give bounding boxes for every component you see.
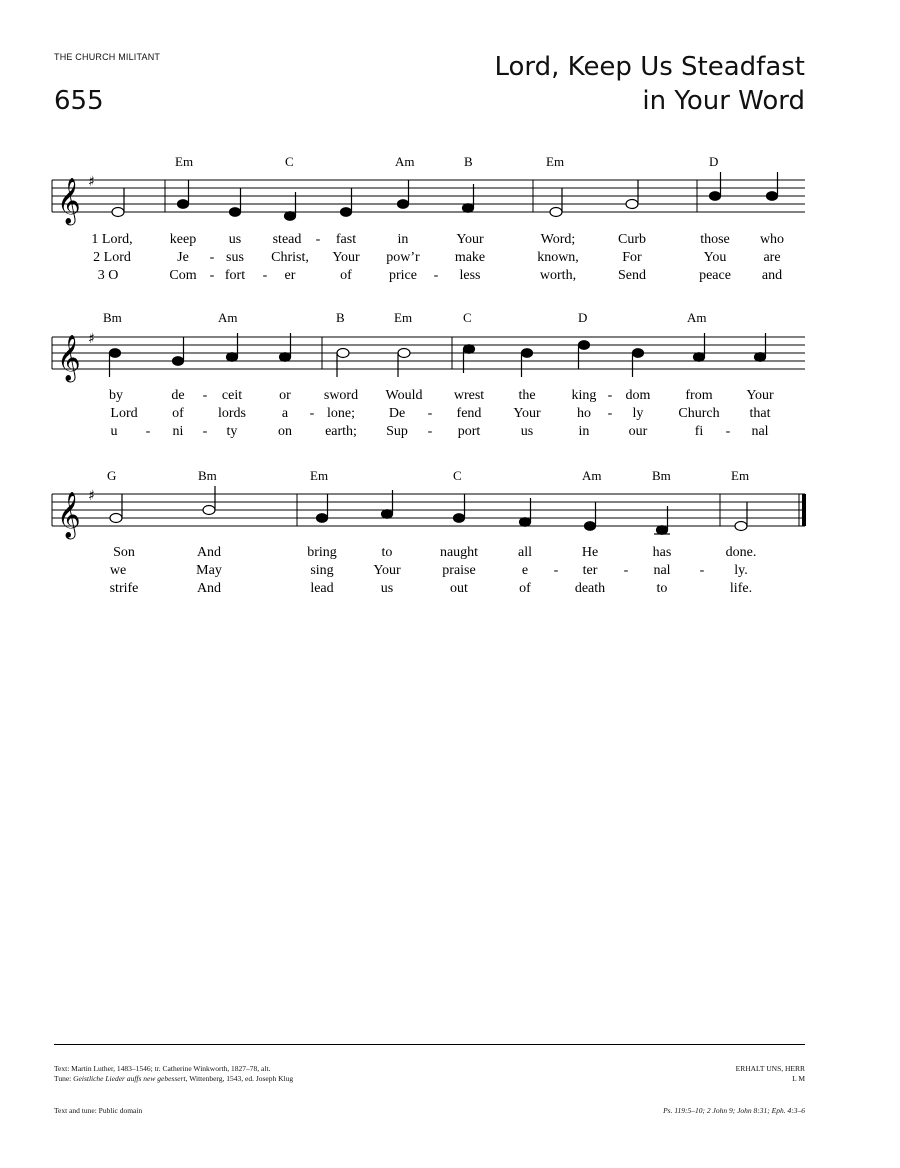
lyric: has xyxy=(652,545,672,560)
lyric: life. xyxy=(729,581,753,596)
lyric: - xyxy=(315,232,321,247)
lyric: ly xyxy=(632,406,644,421)
lyrics-verse-2 xyxy=(93,250,780,265)
lyric: port xyxy=(457,424,481,439)
lyric: death xyxy=(574,581,606,596)
lyric: us xyxy=(520,424,534,439)
note xyxy=(522,349,533,358)
lyric: Send xyxy=(618,268,646,283)
lyric: - xyxy=(607,406,613,421)
chord: Am xyxy=(687,310,707,325)
lyric: of xyxy=(340,268,352,283)
note xyxy=(112,208,124,217)
lyric: er xyxy=(284,268,296,283)
lyrics-verse-1 xyxy=(113,545,756,560)
lyric: pow’r xyxy=(386,250,420,265)
chord: Bm xyxy=(103,310,122,325)
note xyxy=(382,510,393,519)
hymn-title xyxy=(494,50,805,118)
lyric: - xyxy=(433,268,439,283)
chord: C xyxy=(285,154,294,169)
chord-symbols xyxy=(175,154,718,169)
lyric: e xyxy=(521,563,529,578)
lyric: in xyxy=(578,424,590,439)
lyric: from xyxy=(685,388,713,403)
sharp-key-signature: ♯ xyxy=(88,174,95,190)
copyright: Text and tune: Public domain xyxy=(54,1106,143,1115)
tune-name: ERHALT UNS, HERR xyxy=(735,1064,805,1073)
note xyxy=(550,208,562,217)
note xyxy=(454,514,465,523)
note xyxy=(694,353,705,362)
note xyxy=(735,522,747,531)
lyrics-verse-3 xyxy=(111,424,769,439)
chord: D xyxy=(578,310,588,325)
lyric: by xyxy=(109,388,123,403)
note xyxy=(464,345,475,354)
chord: G xyxy=(107,468,117,483)
music-system-3 xyxy=(0,462,900,602)
lyric: ni xyxy=(172,424,184,439)
notes xyxy=(110,333,766,377)
lyric: strife xyxy=(109,581,139,596)
lyric: sus xyxy=(226,250,244,265)
lyric: and xyxy=(761,268,783,283)
title-line-2: in Your Word xyxy=(642,86,805,116)
note xyxy=(285,212,296,221)
lyric: our xyxy=(628,424,648,439)
chord: Am xyxy=(395,154,415,169)
lyric: done. xyxy=(725,545,757,560)
chord: Em xyxy=(546,154,565,169)
lyric: who xyxy=(759,232,785,247)
chord: Am xyxy=(582,468,602,483)
lyric: on xyxy=(278,424,292,439)
staff-lines xyxy=(52,494,805,526)
lyric: out xyxy=(450,581,468,596)
lyric: Christ, xyxy=(271,250,309,265)
lyric: peace xyxy=(699,268,731,283)
lyric: worth, xyxy=(539,268,577,283)
lyric: bring xyxy=(307,545,337,560)
note xyxy=(178,200,189,209)
note xyxy=(341,208,352,217)
lyric: earth; xyxy=(325,424,357,439)
lyric: Would xyxy=(385,388,423,403)
lyric: fort xyxy=(224,268,246,283)
note xyxy=(230,208,241,217)
treble-clef-icon: 𝄞 xyxy=(57,335,81,381)
chord-symbols xyxy=(103,310,707,325)
lyric: De xyxy=(388,406,406,421)
lyric: - xyxy=(145,424,151,439)
lyric: Church xyxy=(678,406,720,421)
lyric: - xyxy=(427,406,433,421)
chord: B xyxy=(336,310,345,325)
music-system-1 xyxy=(0,150,900,290)
title-line-1: Lord, Keep Us Steadfast xyxy=(494,52,805,82)
lyric: less xyxy=(459,268,481,283)
lyric: And xyxy=(196,581,222,596)
lyric: lead xyxy=(310,581,334,596)
lyric: May xyxy=(196,563,222,578)
chord: Em xyxy=(731,468,750,483)
chord-symbols xyxy=(107,468,749,483)
meter: L M xyxy=(792,1074,805,1083)
lyric: all xyxy=(518,545,532,560)
lyric: And xyxy=(196,545,222,560)
lyrics-verse-3 xyxy=(110,581,752,596)
lyric: ho xyxy=(577,406,591,421)
treble-clef-icon: 𝄞 xyxy=(57,492,81,538)
lyric: Lord xyxy=(110,406,138,421)
note xyxy=(755,353,766,362)
lyric: price xyxy=(389,268,417,283)
lyric: u xyxy=(110,424,118,439)
lyric: Je xyxy=(177,250,189,265)
note xyxy=(633,349,644,358)
lyric: of xyxy=(519,581,531,596)
lyric: a xyxy=(281,406,289,421)
lyric: known, xyxy=(537,250,579,265)
lyric: Son xyxy=(113,545,135,560)
note xyxy=(110,349,121,358)
lyric: sword xyxy=(323,388,359,403)
lyric: that xyxy=(749,406,771,421)
lyric: - xyxy=(309,406,315,421)
lyric: nal xyxy=(751,424,769,439)
lyric: - xyxy=(725,424,731,439)
lyric: wrest xyxy=(453,388,485,403)
note xyxy=(398,349,410,358)
lyric: Your xyxy=(513,406,541,421)
note xyxy=(203,506,215,515)
lyric: - xyxy=(262,268,268,283)
chord: Bm xyxy=(652,468,671,483)
note xyxy=(337,349,349,358)
lyric: ceit xyxy=(221,388,243,403)
lyric: - xyxy=(427,424,433,439)
scripture-references: Ps. 119:5–10; 2 John 9; John 8:31; Eph. 4:3–6 xyxy=(663,1106,805,1115)
lyric: Com xyxy=(169,268,197,283)
lyric: - xyxy=(209,250,215,265)
lyric: - xyxy=(209,268,215,283)
chord: C xyxy=(453,468,462,483)
lyric: 1 Lord, xyxy=(91,232,133,247)
lyric: the xyxy=(518,388,536,403)
lyric: naught xyxy=(439,545,479,560)
lyrics-verse-2 xyxy=(110,406,770,421)
lyric: sing xyxy=(310,563,334,578)
lyric: keep xyxy=(169,232,197,247)
lyric: we xyxy=(109,563,127,578)
chord: Em xyxy=(310,468,329,483)
lyric: praise xyxy=(442,563,476,578)
lyric: those xyxy=(700,232,730,247)
lyric: are xyxy=(763,250,781,265)
lyric: You xyxy=(703,250,727,265)
lyric: Word; xyxy=(540,232,576,247)
lyric: ter xyxy=(582,563,598,578)
sharp-key-signature: ♯ xyxy=(88,331,95,347)
lyrics-verse-3 xyxy=(98,268,782,283)
chord: C xyxy=(463,310,472,325)
lyric: or xyxy=(279,388,291,403)
lyric: Your xyxy=(332,250,360,265)
chord: Em xyxy=(175,154,194,169)
note xyxy=(767,192,778,201)
lyric: fi xyxy=(694,424,704,439)
note xyxy=(110,514,122,523)
lyrics-verse-2 xyxy=(110,563,748,578)
note xyxy=(317,514,328,523)
hymn-number: 655 xyxy=(54,86,104,116)
note xyxy=(280,353,291,362)
note xyxy=(520,518,531,527)
lyric: to xyxy=(381,545,393,560)
note xyxy=(173,357,184,366)
lyric: - xyxy=(699,563,705,578)
lyric: ly. xyxy=(734,563,748,578)
chord: D xyxy=(709,154,719,169)
note xyxy=(463,204,474,213)
chord: Bm xyxy=(198,468,217,483)
lyric: - xyxy=(623,563,629,578)
tune-credit: Tune: Geistliche Lieder auffs new gebessert, Wittenberg, 1543, ed. Joseph Klug xyxy=(54,1074,294,1083)
chord: Em xyxy=(394,310,413,325)
section-heading: THE CHURCH MILITANT xyxy=(54,52,161,62)
lyric: - xyxy=(607,388,613,403)
lyric: king xyxy=(571,388,597,403)
note xyxy=(579,341,590,350)
lyric: Curb xyxy=(618,232,646,247)
chord: Am xyxy=(218,310,238,325)
lyric: Your xyxy=(373,563,401,578)
lyric: Your xyxy=(456,232,484,247)
lyric: lone; xyxy=(327,406,355,421)
lyric: us xyxy=(380,581,394,596)
staff-lines xyxy=(52,337,805,369)
note xyxy=(710,192,721,201)
lyric: He xyxy=(581,545,599,560)
lyric: stead xyxy=(272,232,302,247)
lyric: lords xyxy=(218,406,246,421)
lyric: us xyxy=(228,232,242,247)
tune-info xyxy=(736,1064,805,1084)
lyric: For xyxy=(622,250,642,265)
sharp-key-signature: ♯ xyxy=(88,488,95,504)
note xyxy=(398,200,409,209)
music-system-2 xyxy=(0,305,900,445)
lyric: nal xyxy=(653,563,671,578)
lyric: Your xyxy=(746,388,774,403)
note xyxy=(585,522,596,531)
lyric: de xyxy=(171,388,185,403)
lyric: - xyxy=(553,563,559,578)
lyric: fend xyxy=(456,406,482,421)
chord: B xyxy=(464,154,473,169)
note xyxy=(227,353,238,362)
credits xyxy=(54,1064,293,1084)
lyric: 2 Lord xyxy=(93,250,131,265)
lyric: make xyxy=(454,250,486,265)
lyric: fast xyxy=(335,232,357,247)
lyrics-verse-1 xyxy=(109,388,774,403)
lyric: of xyxy=(172,406,184,421)
lyric: dom xyxy=(625,388,651,403)
footer-divider xyxy=(54,1044,805,1045)
lyric: - xyxy=(202,388,208,403)
lyric: in xyxy=(397,232,409,247)
note xyxy=(626,200,638,209)
note xyxy=(657,526,668,535)
lyrics-verse-1 xyxy=(91,232,784,247)
lyric: 3 O xyxy=(97,268,119,283)
lyric: ty xyxy=(226,424,238,439)
lyric: - xyxy=(202,424,208,439)
lyric: Sup xyxy=(386,424,408,439)
text-credit: Text: Martin Luther, 1483–1546; tr. Catherine Winkworth, 1827–78, alt. xyxy=(54,1064,271,1073)
treble-clef-icon: 𝄞 xyxy=(57,178,81,224)
lyric: to xyxy=(656,581,668,596)
